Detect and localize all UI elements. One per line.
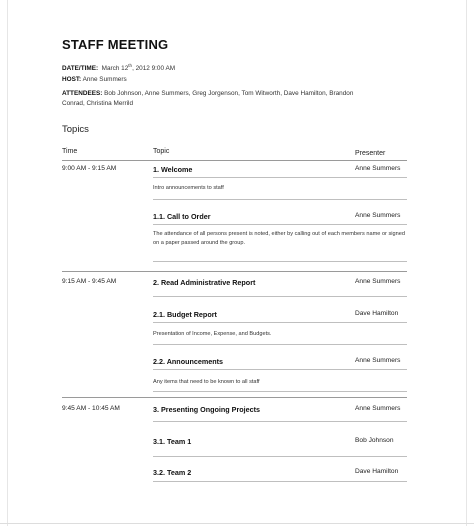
row-5-topic: 2.2. Announcements bbox=[153, 357, 224, 366]
row-8-topic: 3.2. Team 2 bbox=[153, 468, 192, 477]
date-time-line bbox=[62, 61, 175, 74]
row-1-description: Intro announcements to staff bbox=[153, 185, 224, 191]
row-1-divider bbox=[153, 177, 407, 178]
row-5-description: Any items that need to be known to all staff bbox=[153, 379, 260, 385]
host-value: Anne Summers bbox=[82, 76, 127, 83]
row-8-presenter: Dave Hamilton bbox=[355, 468, 399, 475]
row-4-presenter: Dave Hamilton bbox=[355, 310, 399, 317]
document-title: STAFF MEETING bbox=[62, 37, 169, 52]
row-1-topic: 1. Welcome bbox=[153, 165, 193, 174]
header-time: Time bbox=[62, 148, 78, 155]
row-6-presenter: Anne Summers bbox=[355, 405, 401, 412]
page-border-right bbox=[466, 0, 467, 526]
attendees-label: ATTENDEES: bbox=[62, 90, 103, 97]
row-2-topic: 1.1. Call to Order bbox=[153, 212, 211, 221]
attendees-line-2: Conrad, Christina Merrild bbox=[62, 99, 134, 107]
row-2-bottom-divider bbox=[153, 261, 407, 262]
row-3-time: 9:15 AM - 9:45 AM bbox=[62, 278, 117, 285]
date-label: DATE/TIME: bbox=[62, 65, 99, 73]
row-2-presenter: Anne Summers bbox=[355, 212, 401, 219]
attendees-block bbox=[62, 89, 402, 108]
attendees-line-1: Bob Johnson, Anne Summers, Greg Jorgenson, Tom Witworth, Dave Hamilton, Brandon bbox=[104, 90, 354, 97]
block-3-divider bbox=[62, 397, 407, 398]
row-4-bottom-divider bbox=[153, 344, 407, 345]
row-7-topic: 3.1. Team 1 bbox=[153, 437, 192, 446]
row-3-divider bbox=[153, 296, 407, 297]
row-5-presenter: Anne Summers bbox=[355, 357, 401, 364]
row-6-divider bbox=[153, 421, 407, 422]
row-2-description: The attendance of all persons present is noted, either by calling out of each members name or signed on a paper passed around the group. bbox=[153, 231, 405, 246]
row-6-topic: 3. Presenting Ongoing Projects bbox=[153, 405, 261, 414]
row-7-presenter: Bob Johnson bbox=[355, 437, 394, 444]
row-6-time: 9:45 AM - 10:45 AM bbox=[62, 405, 120, 412]
date-value: March 12th, 2012 9:00 AM bbox=[101, 63, 176, 73]
row-1-bottom-divider bbox=[153, 199, 407, 200]
row-1-presenter: Anne Summers bbox=[355, 165, 401, 172]
row-2-divider bbox=[153, 224, 407, 225]
row-5-divider bbox=[153, 369, 407, 370]
header-divider bbox=[62, 160, 407, 161]
topics-heading: Topics bbox=[62, 124, 89, 135]
page-border-bottom bbox=[0, 523, 474, 524]
row-5-bottom-divider bbox=[153, 391, 407, 392]
row-7-divider bbox=[153, 456, 407, 457]
row-4-description: Presentation of Income, Expense, and Budgets. bbox=[153, 331, 272, 337]
row-4-divider bbox=[153, 322, 407, 323]
row-1-time: 9:00 AM - 9:15 AM bbox=[62, 165, 117, 172]
block-2-divider bbox=[62, 271, 407, 272]
host-line bbox=[62, 75, 127, 85]
header-topic: Topic bbox=[153, 148, 170, 155]
row-8-divider bbox=[153, 481, 407, 482]
host-label: HOST: bbox=[62, 76, 82, 83]
row-4-topic: 2.1. Budget Report bbox=[153, 310, 217, 319]
page-border-left bbox=[7, 0, 8, 526]
header-presenter: Presenter bbox=[355, 150, 386, 157]
row-3-topic: 2. Read Administrative Report bbox=[153, 278, 256, 287]
row-3-presenter: Anne Summers bbox=[355, 278, 401, 285]
